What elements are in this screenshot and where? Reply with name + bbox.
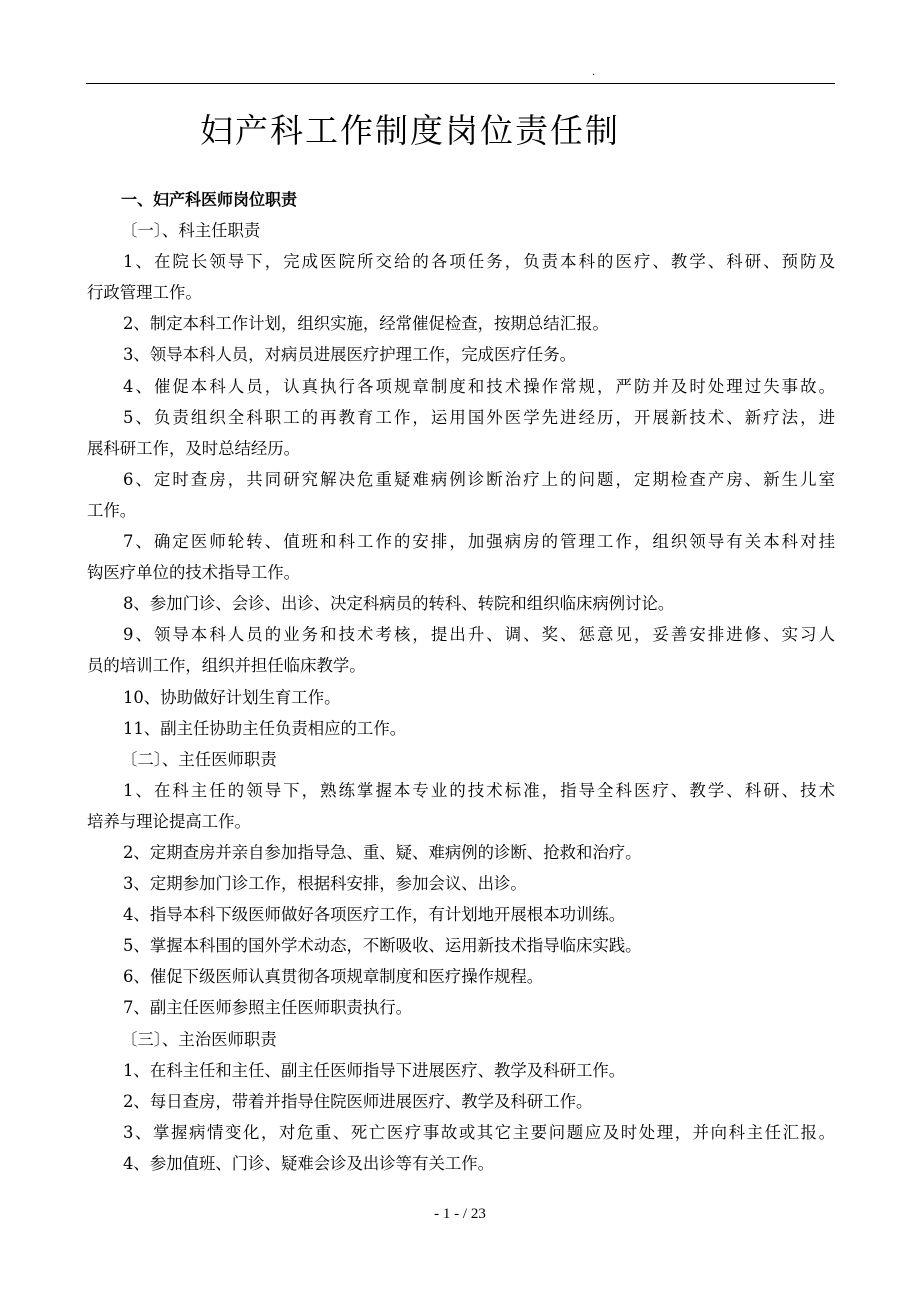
paragraph-line: 1、在院长领导下，完成医院所交给的各项任务，负责本科的医疗、教学、科研、预防及 <box>123 252 835 272</box>
paragraph-line: 4、催促本科人员，认真执行各项规章制度和技术操作常规，严防并及时处理过失事故。 <box>123 376 835 396</box>
paragraph-line: 展科研工作，及时总结经历。 <box>87 438 301 458</box>
paragraph-line: 3、领导本科人员，对病员进展医疗护理工作，完成医疗任务。 <box>123 345 576 365</box>
paragraph-line: 1、在科主任和主任、副主任医师指导下进展医疗、教学及科研工作。 <box>123 1060 626 1080</box>
page-number: - 1 - / 23 <box>434 1206 486 1222</box>
subsection-heading: 〔三〕、主治医师职责 <box>121 1029 277 1049</box>
header-mark: . <box>592 67 596 78</box>
paragraph-line: 工作。 <box>87 500 137 520</box>
paragraph-line: 1、在科主任的领导下，熟练掌握本专业的技术标准，指导全科医疗、教学、科研、技术 <box>123 780 835 800</box>
paragraph-line: 10、协助做好计划生育工作。 <box>123 687 341 707</box>
subsection-heading: 〔一〕、科主任职责 <box>121 221 261 241</box>
subsection-heading: 〔二〕、主任医师职责 <box>121 749 277 769</box>
paragraph-line: 2、每日查房，带着并指导住院医师进展医疗、教学及科研工作。 <box>123 1091 593 1111</box>
paragraph-line: 5、掌握本科围的国外学术动态，不断吸收、运用新技术指导临床实践。 <box>123 936 642 956</box>
paragraph-line: 4、指导本科下级医师做好各项医疗工作，有计划地开展根本功训练。 <box>123 905 626 925</box>
document-title: 妇产科工作制度岗位责任制 <box>200 111 620 150</box>
paragraph-line: 6、定时查房，共同研究解决危重疑难病例诊断治疗上的问题，定期检查产房、新生儿室 <box>123 469 835 489</box>
paragraph-line: 7、确定医师轮转、值班和科工作的安排，加强病房的管理工作，组织领导有关本科对挂 <box>123 532 835 552</box>
paragraph-line: 6、催促下级医师认真贯彻各项规章制度和医疗操作规程。 <box>123 967 544 987</box>
paragraph-line: 5、负责组织全科职工的再教育工作，运用国外医学先进经历，开展新技术、新疗法，进 <box>123 407 835 427</box>
paragraph-line: 2、制定本科工作计划，组织实施，经常催促检查，按期总结汇报。 <box>123 314 609 334</box>
paragraph-line: 钩医疗单位的技术指导工作。 <box>87 563 301 583</box>
paragraph-line: 行政管理工作。 <box>87 283 202 303</box>
paragraph-line: 4、参加值班、门诊、疑难会诊及出诊等有关工作。 <box>123 1153 495 1173</box>
paragraph-line: 7、副主任医师参照主任医师职责执行。 <box>123 998 413 1018</box>
paragraph-line: 3、掌握病情变化，对危重、死亡医疗事故或其它主要问题应及时处理，并向科主任汇报。 <box>123 1122 835 1142</box>
header-rule <box>86 83 835 84</box>
paragraph-line: 员的培训工作，组织并担任临床教学。 <box>87 656 366 676</box>
paragraph-line: 2、定期查房并亲自参加指导急、重、疑、难病例的诊断、抢救和治疗。 <box>123 842 642 862</box>
document-body <box>87 184 835 1179</box>
paragraph-line: 3、定期参加门诊工作，根据科安排，参加会议、出诊。 <box>123 874 527 894</box>
paragraph-line: 培养与理论提高工作。 <box>87 811 251 831</box>
paragraph-line: 11、副主任协助主任负责相应的工作。 <box>123 718 407 738</box>
paragraph-line: 9、领导本科人员的业务和技术考核，提出升、调、奖、惩意见，妥善安排进修、实习人 <box>123 625 835 645</box>
paragraph-line: 8、参加门诊、会诊、出诊、决定科病员的转科、转院和组织临床病例讨论。 <box>123 594 675 614</box>
section-heading: 一、妇产科医师岗位职责 <box>121 190 298 209</box>
